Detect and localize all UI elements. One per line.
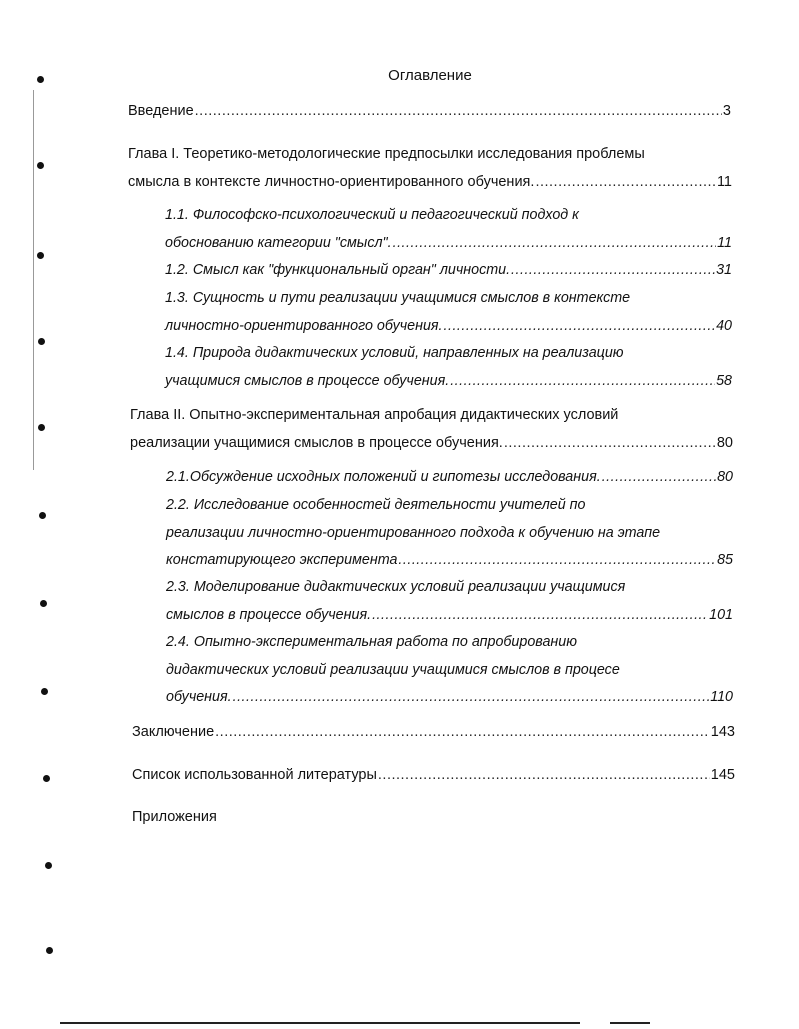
scan-edge-line (33, 90, 34, 470)
toc-entry-text: Глава I. Теоретико-методологические предпосылки исследования проблемы (128, 146, 645, 162)
toc-page-number: 31 (716, 262, 732, 278)
scan-bottom-edge (610, 1022, 650, 1024)
toc-entry-text: 1.2. Смысл как "функциональный орган" личности. (165, 262, 511, 278)
toc-page-number: 110 (710, 689, 733, 705)
binder-hole-mark (37, 162, 44, 169)
toc-entry-text: 1.3. Сущность и пути реализации учащимися смыслов в контексте (165, 290, 631, 306)
binder-hole-mark (38, 424, 45, 431)
toc-entry-bibliography[interactable] (132, 762, 735, 790)
leader-dots (450, 368, 715, 396)
toc-entry-section-2-4[interactable] (166, 629, 733, 712)
binder-hole-mark (37, 252, 44, 259)
leader-dots (504, 430, 716, 458)
toc-entry-section-1-3[interactable] (165, 285, 732, 340)
leader-dots (602, 464, 716, 492)
toc-title: Оглавление (388, 67, 472, 84)
toc-entry-text: реализации личностно-ориентированного подхода к обучению на этапе (166, 524, 661, 541)
leader-dots (535, 169, 716, 197)
toc-page-number: 143 (710, 724, 735, 740)
toc-entry-chapter-2[interactable] (130, 402, 733, 457)
toc-entry-section-1-4[interactable] (165, 340, 732, 395)
leader-dots (378, 762, 710, 790)
toc-entry-section-1-1[interactable] (165, 202, 732, 257)
binder-hole-mark (41, 688, 48, 695)
toc-entry-text: реализации учащимися смыслов в процессе обучения. (130, 434, 503, 451)
binder-hole-mark (46, 947, 53, 954)
toc-page-number: 80 (716, 434, 733, 451)
toc-entry-text: личностно-ориентированного обучения. (165, 317, 443, 334)
toc-entry-section-1-2[interactable] (165, 257, 732, 285)
toc-page-number: 58 (716, 372, 732, 389)
toc-entry-introduction[interactable] (128, 98, 731, 126)
leader-dots (393, 230, 717, 258)
binder-hole-mark (45, 862, 52, 869)
toc-entry-text: учащимися смыслов в процессе обучения. (165, 372, 450, 389)
leader-dots (372, 602, 708, 630)
toc-page-number: 11 (716, 173, 732, 190)
toc-entry-text: дидактических условий реализации учащимися смыслов в процесе (166, 661, 620, 678)
toc-entry-text: 2.1.Обсуждение исходных положений и гипотезы исследования. (166, 469, 601, 485)
toc-entry-text: Заключение (132, 724, 215, 740)
toc-entry-text: констатирующего эксперимента (166, 552, 398, 568)
leader-dots (215, 719, 710, 747)
toc-entry-text: смысла в контексте личностно-ориентированного обучения. (128, 173, 535, 190)
toc-entry-text: 2.4. Опытно-экспериментальная работа по апробированию (166, 634, 577, 650)
leader-dots (233, 684, 710, 712)
toc-entry-chapter-1[interactable] (128, 141, 732, 196)
toc-page-number: 101 (709, 606, 733, 623)
toc-page-number: 11 (717, 234, 732, 251)
toc-entry-text: Глава II. Опытно-экспериментальная апробация дидактических условий (130, 407, 619, 423)
toc-entry-conclusion[interactable] (132, 719, 735, 747)
toc-entry-text: Приложения (132, 809, 217, 825)
toc-entry-text: Введение (128, 103, 194, 119)
toc-entry-text: смыслов в процессе обучения. (166, 606, 372, 623)
toc-entry-text: обоснованию категории "смысл". (165, 234, 392, 251)
toc-entry-appendices[interactable] (132, 804, 735, 832)
toc-entry-text: 2.3. Моделирование дидактических условий реализации учащимися (166, 579, 626, 595)
toc-page-number: 85 (717, 552, 733, 568)
leader-dots (511, 257, 715, 285)
toc-entry-section-2-3[interactable] (166, 574, 733, 629)
toc-entry-section-2-1[interactable] (166, 464, 733, 492)
toc-page-number: 3 (722, 103, 731, 119)
toc-entry-text: 2.2. Исследование особенностей деятельности учителей по (166, 497, 586, 513)
leader-dots (444, 313, 716, 341)
binder-hole-mark (43, 775, 50, 782)
toc-page-number: 145 (710, 767, 735, 783)
toc-entry-text: обучения. (166, 689, 232, 705)
toc-entry-text: Список использованной литературы (132, 767, 377, 783)
binder-hole-mark (40, 600, 47, 607)
leader-dots (398, 547, 716, 575)
toc-entry-text: 1.4. Природа дидактических условий, направленных на реализацию (165, 345, 624, 361)
binder-hole-mark (39, 512, 46, 519)
scan-bottom-edge (60, 1022, 580, 1024)
toc-page-number: 40 (716, 317, 732, 334)
toc-page-number: 80 (717, 469, 733, 485)
binder-hole-mark (38, 338, 45, 345)
leader-dots (195, 98, 722, 126)
toc-entry-text: 1.1. Философско-психологический и педагогический подход к (165, 207, 579, 223)
toc-entry-section-2-2[interactable] (166, 492, 733, 575)
